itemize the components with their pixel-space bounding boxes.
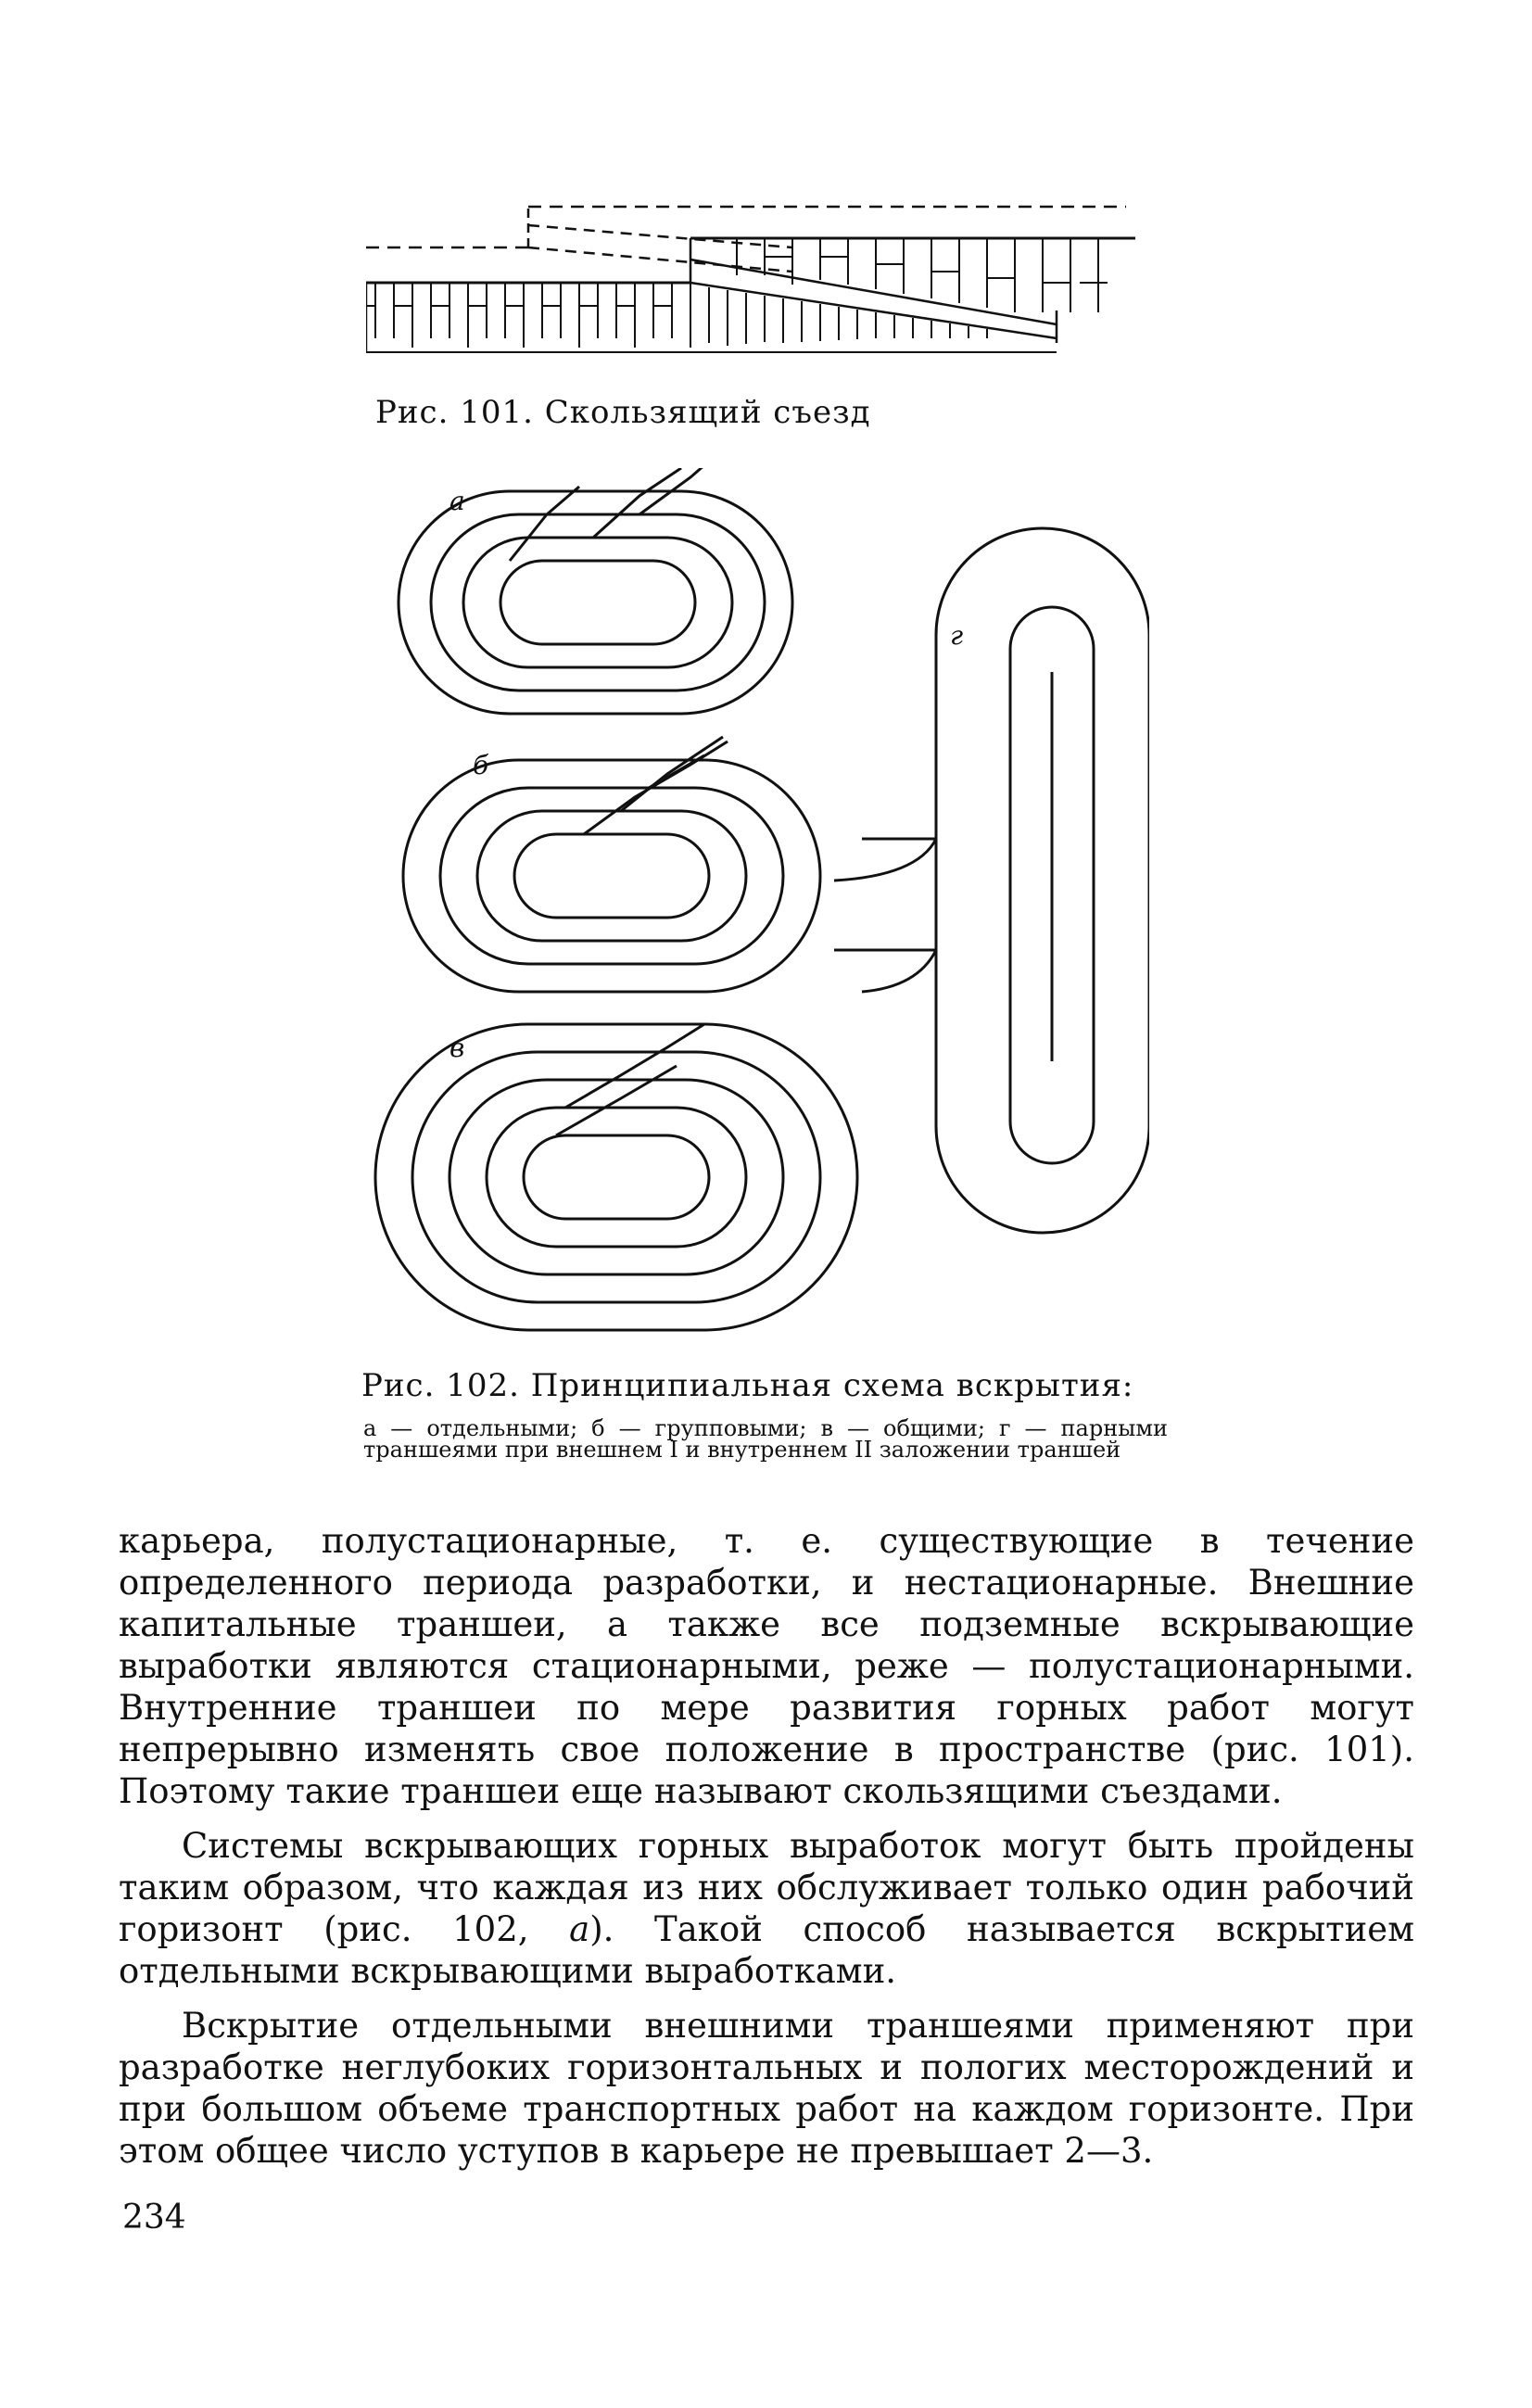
figure-102-caption: Рис. 102. Принципиальная схема вскрытия:	[361, 1367, 1134, 1404]
scheme-g	[834, 528, 1149, 1233]
paragraph-2	[119, 1825, 1414, 1992]
figure-102-legend: а — отдельными; б — групповыми; в — общими; г — парными траншеями при внешнем I и внутреннем II заложении траншей	[363, 1415, 1168, 1463]
paragraph-2-end: ). Такой способ называется вскрытием отдельными вскрывающими выработками.	[119, 1909, 1414, 1991]
label-v: в	[449, 1033, 465, 1063]
paragraph-1: карьера, полустационарные, т. е. существующие в течение определенного периода разработки, и нестационарные. Внешние капитальные траншеи, а также все подземные вскрывающие выработки являются стационарными, реже — полустационарными. Внутренние траншеи по мере развития горных работ могут непрерывно изменять свое положение в пространстве (рис. 101). Поэтому такие траншеи еще называют скользящими съездами.	[119, 1521, 1414, 1811]
figure-102-drawing	[361, 468, 1149, 1349]
scheme-v	[375, 1024, 857, 1330]
scheme-b	[403, 737, 820, 992]
figure-102	[361, 468, 1149, 1349]
body-text	[119, 1520, 1414, 2172]
label-b: б	[473, 750, 489, 780]
figure-101-caption: Рис. 101. Скользящий съезд	[375, 394, 871, 431]
paragraph-2-start: Системы вскрывающих горных выработок могут быть пройдены таким образом, что каждая из них обслуживает только один рабочий горизонт (рис. 102,	[119, 1826, 1414, 1949]
paragraph-2-italic: а	[569, 1909, 590, 1949]
figure-102-subcaption	[363, 1415, 1168, 1463]
paragraph-3: Вскрытие отдельными внешними траншеями применяют при разработке неглубоких горизонтальных и пологих месторождений и при большом объеме транспортных работ на каждом горизонте. При этом общее число уступов в карьере не превышает 2—3.	[119, 2006, 1414, 2171]
label-g: г	[950, 620, 964, 651]
page-number: 234	[122, 2199, 186, 2237]
figure-101	[366, 190, 1145, 375]
figure-101-drawing	[366, 190, 1145, 375]
label-a: а	[449, 486, 465, 516]
